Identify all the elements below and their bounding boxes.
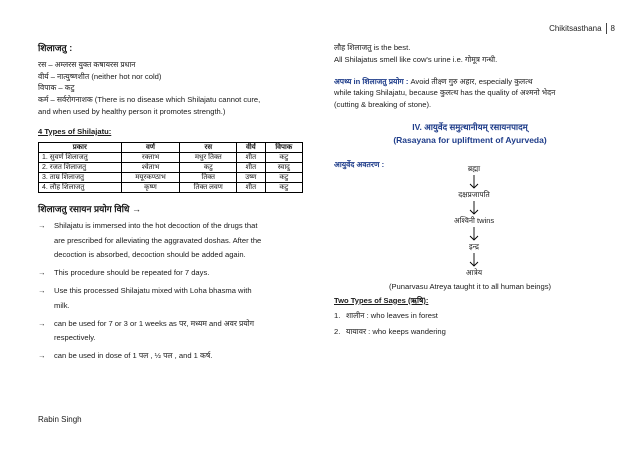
table-cell: उष्ण [237,172,265,182]
text-line: (cutting & breaking of stone). [334,100,432,110]
bullet-text: are prescribed for alleviating the aggravated doshas. After the [54,235,262,245]
bullet-text: This procedure should be repeated for 7 days. [54,268,210,278]
property-line: कर्म – सर्वरोगनाशक (There is no disease which Shilajatu cannot cure, [38,95,261,105]
table-cell: 3. ताम्र शिलाजतु [39,172,122,182]
bullet-text: milk. [54,300,70,310]
table-row [39,172,303,182]
table-cell: स्वादु [265,162,302,172]
table-cell: रक्ताभ [121,152,180,162]
table-cell: कटु [265,152,302,162]
header-title: Chikitsasthana [549,24,602,33]
bullet-text: Use this processed Shilajatu mixed with Loha bhasma with [54,286,252,295]
table-cell: 1. सुवर्ण शिलाजतु [39,152,122,162]
sages-heading: Two Types of Sages (ऋषि): [334,295,429,305]
table-header: वीर्य [237,142,265,152]
table-cell: श्वेताभ [121,162,180,172]
down-arrow-icon [469,201,479,215]
arrow-icon: → [38,268,46,278]
list-item [334,310,606,322]
right-column [334,42,606,338]
flow-node: अश्विनी twins [453,215,495,225]
table-row [39,152,303,162]
table-header: रस [180,142,237,152]
table-cell: कृष्ण [121,182,180,192]
flow-node: इन्द्र [469,241,479,251]
table-row [39,162,303,172]
avatarana-heading: आयुर्वेद अवतरण : [334,160,385,170]
method-heading: शिलाजतु रसायन प्रयोग विधि → [38,204,141,214]
down-arrow-icon [469,253,479,267]
list-text: शालीन : who leaves in forest [346,311,438,321]
property-line: and when used by healthy person it promotes strength.) [38,107,226,116]
list-item [334,326,606,338]
table-cell: मयूरकण्ठाभ [121,172,180,182]
text-line: लौह शिलाजतु is the best. [334,43,411,52]
bullet-text: can be used in dose of 1 पल , ½ पल , and 1 कर्ष. [54,351,213,361]
page-number: 8 [610,24,615,33]
table-header: वर्ण [121,142,180,152]
table-cell: कटु [180,162,237,172]
table-cell: तिक्त लवण [180,182,237,192]
table-header: विपाक [265,142,302,152]
list-number: 2. [334,327,341,337]
apathya-line [334,76,606,88]
shilajatu-heading: शिलाजतु : [38,43,73,53]
flow-note: (Punarvasu Atreya taught it to all human beings) [388,281,552,291]
shilajatu-types-table [38,142,303,193]
property-line: रस – अम्लरस युक्त कषायरस प्रधान [38,59,136,69]
list-number: 1. [334,311,341,321]
table-header-row [39,142,303,152]
bullet-item [38,285,310,315]
table-header: प्रकार [39,142,122,152]
flow-node: ब्रह्मा [467,163,481,173]
bullet-item [38,350,310,365]
bullet-item [38,318,310,348]
page-footer: Rabin Singh [38,415,82,424]
property-line: वीर्य – नात्युष्णशीत (neither hot nor cold) [38,71,162,81]
table-row [39,182,303,192]
bullet-text: respectively. [54,333,96,343]
arrow-icon: → [38,286,46,295]
down-arrow-icon [469,227,479,241]
header-divider [606,23,607,34]
table-cell: तिक्त [180,172,237,182]
property-line: विपाक – कटु [38,83,75,93]
text-line: All Shilajatus smell like cow's urine i.e. गोमूत्र गन्धी. [334,54,498,64]
arrow-icon: → [38,220,46,230]
arrow-icon: → [38,351,46,361]
lineage-flow [374,163,574,279]
section-subtitle: (Rasayana for upliftment of Ayurveda) [393,135,547,145]
table-cell: शीत [237,162,265,172]
table-cell: मधुर तिक्त [180,152,237,162]
table-cell: 2. रजत शिलाजतु [39,162,122,172]
bullet-item [38,267,310,282]
list-text: यायावर : who keeps wandering [346,327,446,337]
text-line: while taking Shilajatu, because कुलत्थ has the quality of अश्मनो भेदन [334,88,556,98]
bullet-text: decoction is absorbed, decoction should be added again. [54,250,246,260]
bullet-item [38,220,310,264]
flow-node: आत्रेय [465,267,483,277]
left-column [38,42,310,365]
table-cell: 4. लौह शिलाजतु [39,182,122,192]
table-cell: कटु [265,182,302,192]
bullet-text: Shilajatu is immersed into the hot decoction of the drugs that [54,220,258,230]
flow-node: दक्षप्रजापति [458,189,490,199]
section-title: IV. आयुर्वेद समुत्थानीयम् रसायनपादम् [412,121,528,132]
down-arrow-icon [469,175,479,189]
apathya-title: अपथ्य in शिलाजतु प्रयोग : [334,76,409,86]
table-cell: शीत [237,152,265,162]
page-header [549,23,615,34]
types-heading: 4 Types of Shilajatu: [38,126,112,136]
bullet-text: can be used for 7 or 3 or 1 weeks as पर, मध्यम and अवर प्रयोग [54,318,255,328]
arrow-icon: → [38,318,46,328]
apathya-text: Avoid तीक्ष्ण गुरु अहार, especially कुलत्थ [410,76,533,86]
table-cell: कटु [265,172,302,182]
table-cell: शीत [237,182,265,192]
